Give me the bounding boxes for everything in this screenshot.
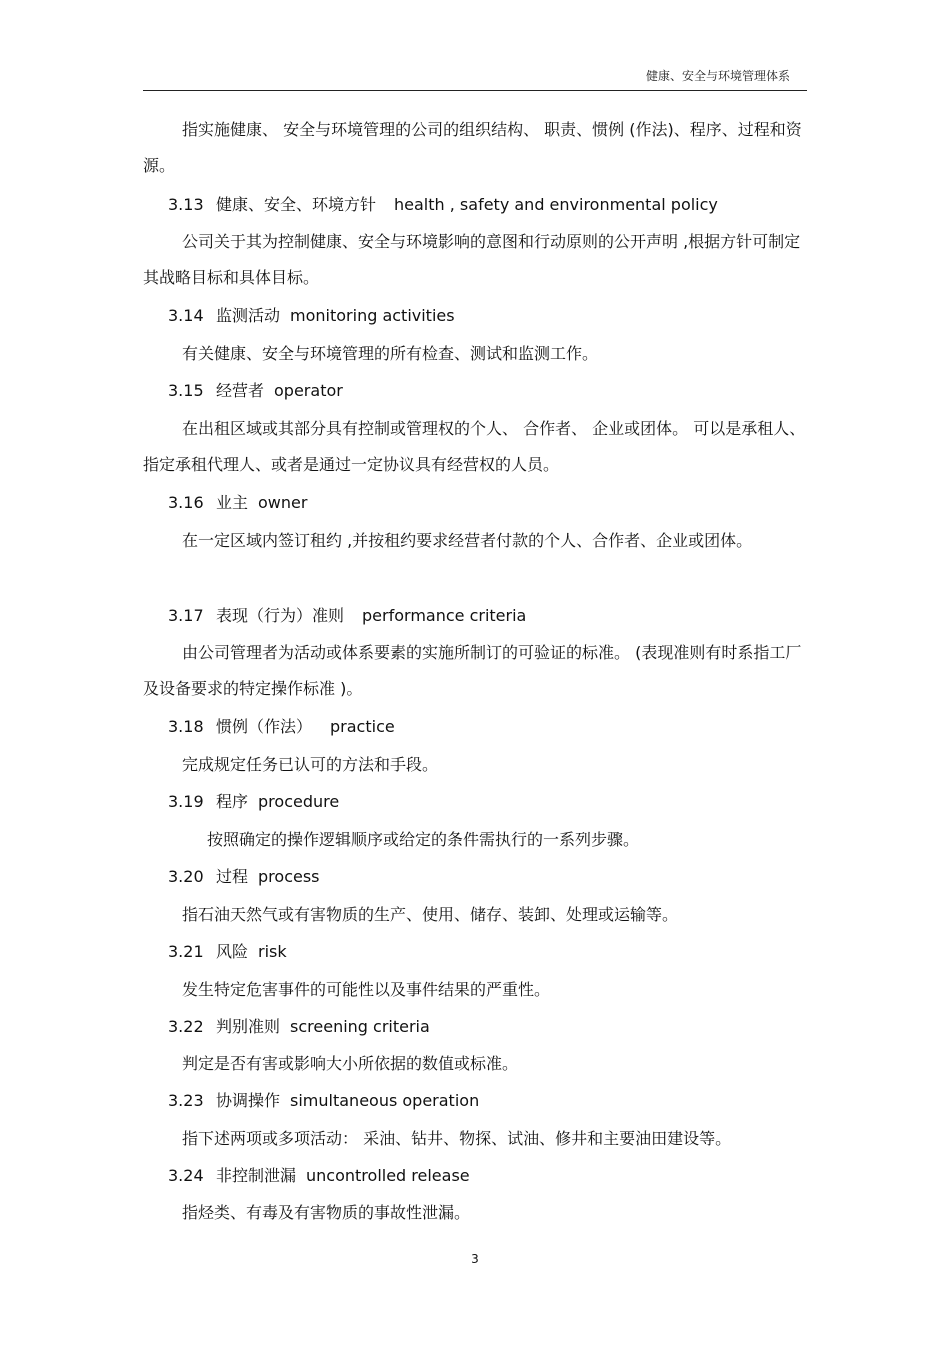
header-divider [143, 90, 807, 91]
definition-paragraph: 判定是否有害或影响大小所依据的数值或标准。 [182, 1054, 519, 1073]
term-heading: 3.14 监测活动 monitoring activities [168, 306, 455, 325]
term-heading: 3.20 过程 process [168, 867, 320, 886]
definition-paragraph: 指石油天然气或有害物质的生产、使用、储存、装卸、处理或运输等。 [182, 905, 679, 924]
definition-paragraph: 按照确定的操作逻辑顺序或给定的条件需执行的一系列步骤。 [207, 830, 640, 849]
running-header: 健康、安全与环境管理体系 [645, 69, 790, 83]
definition-paragraph: 完成规定任务已认可的方法和手段。 [182, 755, 439, 774]
term-heading: 3.16 业主 owner [168, 493, 308, 512]
term-heading: 3.13 健康、安全、环境方针 health , safety and environmental policy [168, 195, 718, 214]
definition-paragraph: 指下述两项或多项活动： 采油、钻井、物探、试油、修井和主要油田建设等。 [182, 1129, 732, 1148]
definition-paragraph: 发生特定危害事件的可能性以及事件结果的严重性。 [182, 980, 551, 999]
definition-paragraph: 在一定区域内签订租约 ,并按租约要求经营者付款的个人、合作者、企业或团体。 [182, 531, 753, 550]
term-heading: 3.23 协调操作 simultaneous operation [168, 1091, 480, 1110]
definition-paragraph: 由公司管理者为活动或体系要素的实施所制订的可验证的标准。 (表现准则有时系指工厂及设备要求的特定操作标准 )。 [143, 643, 802, 698]
term-heading: 3.19 程序 procedure [168, 792, 340, 811]
term-heading: 3.21 风险 risk [168, 942, 287, 961]
term-heading: 3.15 经营者 operator [168, 381, 343, 400]
term-heading: 3.17 表现（行为）准则 performance criteria [168, 606, 527, 625]
definition-paragraph: 指实施健康、 安全与环境管理的公司的组织结构、 职责、惯例 (作法)、程序、过程和资源。 [143, 120, 802, 175]
definition-paragraph: 公司关于其为控制健康、安全与环境影响的意图和行动原则的公开声明 ,根据方针可制定其战略目标和具体目标。 [143, 232, 801, 287]
definition-paragraph: 指烃类、有毒及有害物质的事故性泄漏。 [182, 1203, 471, 1222]
definition-paragraph: 有关健康、安全与环境管理的所有检查、测试和监测工作。 [182, 344, 599, 363]
term-heading: 3.18 惯例（作法） practice [168, 717, 395, 736]
definition-paragraph: 在出租区域或其部分具有控制或管理权的个人、 合作者、 企业或团体。 可以是承租人、指定承租代理人、或者是通过一定协议具有经营权的人员。 [143, 419, 806, 474]
term-heading: 3.22 判别准则 screening criteria [168, 1017, 430, 1036]
term-heading: 3.24 非控制泄漏 uncontrolled release [168, 1166, 470, 1185]
page-number: 3 [471, 1252, 479, 1266]
